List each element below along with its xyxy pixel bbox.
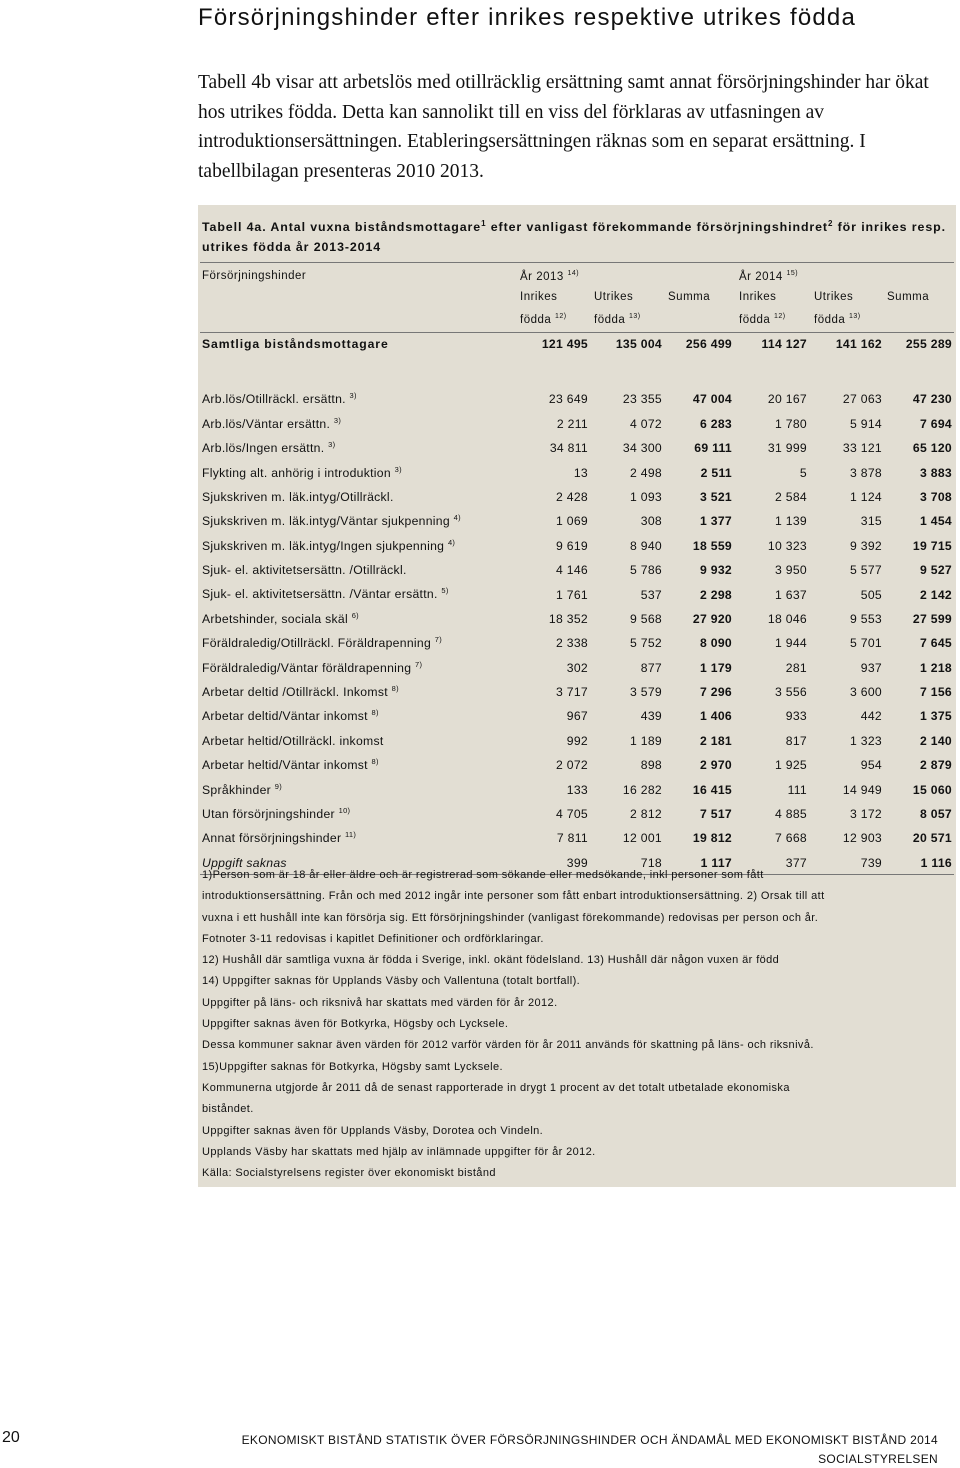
cell-inrikes-2013: 121 495: [541, 337, 588, 351]
cell-inrikes-2013: 23 649: [548, 392, 588, 407]
row-footnote-ref: 10): [338, 805, 351, 815]
cell-utrikes-2013: 1 093: [630, 489, 662, 504]
footnote-line: Dessa kommuner saknar även värden för 2012 varför värden för år 2011 används för skattning på läns- och riksnivå.: [202, 1039, 814, 1052]
cell-utrikes-2013: 4 072: [630, 416, 662, 431]
row-label: [202, 660, 422, 675]
cell-utrikes-2014: 3 878: [850, 465, 882, 480]
cell-utrikes-2013: 3 579: [630, 685, 662, 700]
row-label: [202, 830, 356, 845]
cell-inrikes-2014: 817: [785, 733, 807, 748]
cell-inrikes-2014: 3 950: [775, 563, 807, 578]
row-footnote-ref: 3): [333, 415, 342, 425]
cell-inrikes-2014: 10 323: [767, 538, 807, 553]
table-caption: [202, 214, 952, 257]
cell-utrikes-2013: 898: [640, 758, 662, 773]
cell-summa-2013: 18 559: [692, 538, 732, 553]
cell-summa-2014: 7 645: [920, 636, 952, 651]
cell-utrikes-2013: 23 355: [622, 392, 662, 407]
cell-inrikes-2013: 1 761: [556, 587, 588, 602]
footnote-line: introduktionsersättning. Från och med 2012 ingår inte personer som fått enbart introduktionsersättning. 2) Orsak till att: [202, 890, 825, 903]
cell-summa-2014: 2 879: [920, 758, 952, 773]
table-row: [200, 703, 954, 727]
footnote-line: Källa: Socialstyrelsens register över ekonomiskt bistånd: [202, 1167, 496, 1180]
cell-utrikes-2013: 2 498: [630, 465, 662, 480]
caption-text-1: Tabell 4a. Antal vuxna biståndsmottagare: [202, 220, 482, 235]
data-table: [200, 262, 954, 875]
footer-organization: SOCIALSTYRELSEN: [818, 1452, 938, 1466]
row-label: [202, 440, 335, 455]
cell-summa-2014: 3 708: [920, 489, 952, 504]
cell-inrikes-2013: 2 211: [556, 416, 588, 431]
cell-inrikes-2014: 1 925: [775, 758, 807, 773]
header-fodda-utrikes-2014: födda $^{13)}$: [814, 313, 861, 326]
footnote-line: Uppgifter saknas även för Upplands Väsby, Dorotea och Vindeln.: [202, 1124, 544, 1137]
cell-utrikes-2014: 937: [860, 660, 882, 675]
cell-utrikes-2014: 9 553: [850, 611, 882, 626]
row-label-text: Föräldraledig/Otillräckl. Föräldrapenning: [202, 636, 432, 651]
table-row: [200, 386, 954, 410]
row-label: Samtliga biståndsmottagare: [202, 337, 389, 351]
row-label: [202, 465, 402, 480]
row-footnote-ref: 7): [434, 635, 443, 645]
row-spacer: [200, 365, 954, 386]
cell-inrikes-2014: 377: [785, 855, 807, 870]
cell-inrikes-2014: 1 139: [775, 514, 807, 529]
cell-summa-2014: 47 230: [912, 392, 952, 407]
table-row: [200, 727, 954, 751]
caption-footnote-2: 2: [827, 219, 834, 228]
cell-utrikes-2014: 5 914: [850, 416, 882, 431]
cell-inrikes-2013: 9 619: [556, 538, 588, 553]
row-footnote-ref: 7): [415, 659, 423, 669]
row-label: [202, 513, 461, 528]
cell-utrikes-2014: 1 124: [850, 489, 882, 504]
cell-utrikes-2013: 877: [640, 660, 662, 675]
header-utrikes-2014: Utrikes: [814, 291, 854, 303]
table-row: [200, 484, 954, 508]
row-label: [202, 416, 341, 431]
row-footnote-ref: 9): [274, 781, 282, 791]
table-row: [200, 532, 954, 556]
row-footnote-ref: 4): [453, 513, 461, 523]
cell-inrikes-2013: 2 338: [556, 636, 588, 651]
cell-inrikes-2013: 967: [566, 709, 588, 724]
table-row: [200, 752, 954, 776]
row-footnote-ref: 3): [394, 464, 402, 474]
row-footnote-ref: 11): [345, 830, 357, 840]
cell-summa-2013: 1 117: [700, 855, 732, 870]
header-row-label: Försörjningshinder: [202, 270, 307, 282]
cell-summa-2014: 65 120: [912, 441, 952, 456]
row-label-text: Arb.lös/Väntar ersättn.: [202, 416, 331, 431]
cell-inrikes-2014: 2 584: [775, 489, 807, 504]
cell-inrikes-2013: 7 811: [556, 831, 588, 846]
cell-inrikes-2014: 114 127: [761, 337, 807, 351]
cell-utrikes-2014: 12 903: [842, 831, 882, 846]
table-body: [200, 386, 954, 849]
footnote-line: 15)Uppgifter saknas för Botkyrka, Högsby samt Lycksele.: [202, 1060, 503, 1073]
cell-inrikes-2013: 18 352: [548, 611, 588, 626]
row-label-text: Arbetar heltid/Otillräckl. inkomst: [202, 733, 384, 748]
cell-inrikes-2013: 133: [566, 782, 588, 797]
footnote-line: 12) Hushåll där samtliga vuxna är födda i Sverige, inkl. okänt födelsland. 13) Hushåll där någon vuxen är född: [202, 954, 780, 967]
table-row: [200, 508, 954, 532]
cell-inrikes-2014: 3 556: [775, 685, 807, 700]
cell-utrikes-2014: 14 949: [842, 782, 882, 797]
row-footnote-ref: 4): [447, 537, 456, 547]
page-number: 20: [2, 1429, 20, 1446]
cell-inrikes-2013: 4 146: [556, 563, 588, 578]
cell-summa-2014: 1 116: [920, 855, 952, 870]
table-row: [200, 825, 954, 849]
row-label: [202, 611, 359, 626]
row-label: [202, 684, 399, 699]
cell-summa-2014: 8 057: [920, 807, 952, 822]
header-utrikes-2013: Utrikes: [594, 291, 634, 303]
cell-utrikes-2013: 439: [640, 709, 662, 724]
cell-summa-2013: 2 181: [700, 733, 732, 748]
cell-summa-2014: 2 142: [920, 587, 952, 602]
cell-summa-2014: 1 218: [920, 660, 952, 675]
cell-utrikes-2013: 34 300: [622, 441, 662, 456]
cell-utrikes-2013: 1 189: [630, 733, 662, 748]
row-label-text: Sjukskriven m. läk.intyg/Väntar sjukpenning: [202, 514, 450, 529]
cell-utrikes-2013: 12 001: [622, 831, 662, 846]
cell-summa-2013: 9 932: [700, 563, 732, 578]
row-label-text: Arbetar deltid /Otillräckl. Inkomst: [202, 685, 388, 700]
row-label: [202, 490, 394, 504]
row-label: Uppgift saknas: [202, 855, 287, 870]
row-label: [202, 391, 357, 406]
row-footnote-ref: 8): [391, 684, 399, 694]
cell-summa-2013: 3 521: [700, 489, 732, 504]
header-summa-2013: Summa: [668, 291, 711, 303]
row-label: [202, 635, 442, 650]
table-row: [200, 557, 954, 581]
cell-summa-2013: 19 812: [692, 831, 732, 846]
cell-utrikes-2014: 5 701: [850, 636, 882, 651]
cell-utrikes-2013: 9 568: [630, 611, 662, 626]
row-label-text: Arbetar deltid/Väntar inkomst: [202, 709, 368, 724]
cell-summa-2013: 2 970: [700, 758, 732, 773]
row-label: [202, 563, 407, 577]
header-inrikes-2014: Inrikes: [739, 291, 777, 303]
row-label: [202, 734, 384, 748]
footnote-line: Uppgifter på läns- och riksnivå har skattats med värden för år 2012.: [202, 996, 558, 1009]
row-label-text: Annat försörjningshinder: [202, 831, 342, 846]
row-label-text: Arb.lös/Otillräckl. ersättn.: [202, 392, 346, 407]
cell-summa-2013: 8 090: [700, 636, 732, 651]
row-footnote-ref: 6): [351, 610, 359, 620]
cell-summa-2014: 2 140: [920, 733, 952, 748]
cell-utrikes-2013: 718: [640, 855, 662, 870]
table-row: [200, 606, 954, 630]
row-footnote-ref: 8): [371, 708, 379, 718]
cell-inrikes-2014: 18 046: [767, 611, 807, 626]
cell-summa-2013: 7 517: [700, 807, 732, 822]
table-row: [200, 410, 954, 434]
row-label: [202, 757, 379, 772]
cell-utrikes-2014: 9 392: [850, 538, 882, 553]
cell-utrikes-2013: 8 940: [630, 538, 662, 553]
cell-inrikes-2013: 302: [566, 660, 588, 675]
cell-summa-2014: 7 694: [920, 416, 952, 431]
cell-inrikes-2013: 2 428: [556, 489, 588, 504]
cell-summa-2013: 1 179: [700, 660, 732, 675]
footnote-line: 14) Uppgifter saknas för Upplands Väsby och Vallentuna (totalt bortfall).: [202, 975, 581, 988]
header-year-2013: År 2013 $^{14)}$: [520, 270, 580, 283]
row-label-text: Flykting alt. anhörig i introduktion: [202, 465, 391, 480]
cell-inrikes-2014: 281: [785, 660, 807, 675]
cell-utrikes-2013: 5 786: [630, 563, 662, 578]
cell-summa-2013: 256 499: [685, 337, 732, 351]
cell-summa-2014: 1 454: [920, 514, 952, 529]
row-label-text: Arbetshinder, sociala skäl: [202, 611, 348, 626]
table-row: [200, 679, 954, 703]
cell-utrikes-2014: 739: [860, 855, 882, 870]
cell-inrikes-2013: 2 072: [556, 758, 588, 773]
cell-utrikes-2013: 5 752: [630, 636, 662, 651]
cell-summa-2013: 27 920: [692, 611, 732, 626]
row-label-text: Arb.lös/Ingen ersättn.: [202, 441, 325, 456]
table-row: [200, 581, 954, 605]
row-label-text: Utan försörjningshinder: [202, 807, 335, 822]
cell-summa-2013: 2 511: [700, 465, 732, 480]
cell-inrikes-2014: 5: [799, 465, 807, 480]
caption-text-3: för inrikes resp. utrikes födda år 2013-2014: [202, 220, 946, 255]
cell-inrikes-2013: 4 705: [556, 807, 588, 822]
caption-footnote-1: 1: [481, 219, 487, 228]
cell-inrikes-2013: 3 717: [556, 685, 588, 700]
cell-utrikes-2014: 27 063: [842, 392, 882, 407]
footnote-line: Kommunerna utgjorde år 2011 då de senast rapporterade in drygt 1 procent av det totalt utbetalade ekonomiska: [202, 1081, 790, 1094]
cell-summa-2013: 47 004: [692, 392, 732, 407]
cell-inrikes-2014: 4 885: [775, 807, 807, 822]
cell-utrikes-2014: 33 121: [842, 441, 882, 456]
cell-summa-2014: 7 156: [920, 685, 952, 700]
cell-utrikes-2014: 5 577: [850, 563, 882, 578]
cell-summa-2014: 20 571: [912, 831, 952, 846]
cell-inrikes-2013: 399: [566, 855, 588, 870]
table-footnotes: [202, 865, 952, 1184]
cell-inrikes-2013: 1 069: [556, 514, 588, 529]
cell-utrikes-2013: 135 004: [615, 337, 662, 351]
cell-utrikes-2014: 1 323: [850, 733, 882, 748]
row-label-text: Arbetar heltid/Väntar inkomst: [202, 758, 368, 773]
cell-summa-2013: 1 377: [700, 514, 732, 529]
row-label-text: Sjukskriven m. läk.intyg/Ingen sjukpenning: [202, 538, 445, 553]
cell-summa-2013: 1 406: [700, 709, 732, 724]
cell-summa-2014: 19 715: [912, 538, 952, 553]
cell-summa-2013: 2 298: [700, 587, 732, 602]
header-summa-2014: Summa: [887, 291, 930, 303]
row-label: [202, 538, 455, 553]
cell-inrikes-2014: 7 668: [775, 831, 807, 846]
row-footnote-ref: 3): [328, 440, 336, 450]
cell-inrikes-2013: 34 811: [549, 441, 588, 456]
header-fodda-inrikes-2013: födda $^{12)}$: [520, 313, 567, 326]
cell-inrikes-2014: 933: [785, 709, 807, 724]
cell-utrikes-2014: 505: [860, 587, 882, 602]
row-label-text: Sjuk- el. aktivitetsersättn. /Otillräckl.: [202, 563, 407, 578]
cell-utrikes-2013: 16 282: [622, 782, 662, 797]
table-row: [200, 630, 954, 654]
footer-title: EKONOMISKT BISTÅND STATISTIK ÖVER FÖRSÖRJNINGSHINDER OCH ÄNDAMÅL MED EKONOMISKT BISTÅND 2014: [241, 1433, 938, 1447]
row-footnote-ref: 8): [371, 757, 379, 767]
footnote-line: 1)Person som är 18 år eller äldre och är registrerad som sökande eller medsökande, inkl personer som fått: [202, 869, 764, 881]
cell-inrikes-2014: 31 999: [767, 441, 807, 456]
cell-utrikes-2014: 954: [860, 758, 882, 773]
cell-utrikes-2014: 3 600: [850, 685, 882, 700]
cell-summa-2014: 27 599: [912, 611, 952, 626]
footnote-line: Uppgifter saknas även för Botkyrka, Högsby och Lycksele.: [202, 1018, 509, 1031]
row-label: [202, 806, 350, 821]
table-row-total: [200, 333, 954, 365]
footnote-line: vuxna i ett hushåll inte kan försörja sig. Ett försörjningshinder (vanligast förekommande) redovisas per person och år.: [202, 911, 819, 924]
header-inrikes-2013: Inrikes: [520, 291, 558, 303]
cell-utrikes-2013: 308: [640, 514, 662, 529]
cell-inrikes-2013: 13: [573, 465, 588, 480]
table-row: [200, 435, 954, 459]
cell-inrikes-2014: 1 637: [775, 587, 807, 602]
cell-inrikes-2014: 1 944: [775, 636, 807, 651]
row-label-text: Språkhinder: [202, 782, 272, 797]
row-label-text: Sjukskriven m. läk.intyg/Otillräckl.: [202, 489, 394, 504]
section-heading: Försörjningshinder efter inrikes respektive utrikes födda: [198, 4, 857, 31]
footnote-line: Upplands Väsby har skattats med hjälp av inlämnade uppgifter för år 2012.: [202, 1145, 596, 1158]
footnote-line: Fotnoter 3-11 redovisas i kapitlet Definitioner och ordförklaringar.: [202, 932, 544, 945]
header-fodda-utrikes-2013: födda $^{13)}$: [594, 313, 641, 326]
cell-inrikes-2014: 1 780: [775, 416, 807, 431]
row-label-text: Föräldraledig/Väntar föräldrapenning: [202, 660, 412, 675]
row-label: [202, 708, 379, 723]
cell-summa-2014: 1 375: [920, 709, 952, 724]
cell-summa-2014: 9 527: [920, 563, 952, 578]
cell-summa-2014: 3 883: [920, 465, 952, 480]
cell-utrikes-2013: 2 812: [630, 807, 662, 822]
cell-summa-2013: 6 283: [700, 416, 732, 431]
cell-utrikes-2014: 141 162: [835, 337, 882, 351]
row-label: [202, 782, 282, 797]
table-header: [200, 262, 954, 333]
cell-summa-2014: 255 289: [905, 337, 952, 351]
table-row: [200, 776, 954, 800]
cell-summa-2013: 16 415: [692, 782, 732, 797]
cell-utrikes-2014: 3 172: [850, 807, 882, 822]
cell-inrikes-2014: 111: [787, 782, 807, 797]
cell-utrikes-2014: 315: [860, 514, 882, 529]
row-footnote-ref: 5): [441, 586, 449, 596]
row-label: [202, 586, 449, 601]
cell-inrikes-2014: 20 167: [767, 392, 807, 407]
cell-summa-2013: 7 296: [700, 685, 732, 700]
table-row: [200, 654, 954, 678]
cell-utrikes-2013: 537: [640, 587, 662, 602]
intro-paragraph: Tabell 4b visar att arbetslös med otillräcklig ersättning samt annat försörjningshinder har ökat hos utrikes födda. Detta kan sannolikt till en viss del förklaras av utfasningen av introduktionsersättningen. Etableringsersättningen räknas som en separat ersättning. I tabellbilagan presenteras 2010 2013.: [198, 72, 929, 182]
cell-inrikes-2013: 992: [566, 733, 588, 748]
row-label-text: Sjuk- el. aktivitetsersättn. /Väntar ersättn.: [202, 587, 438, 602]
header-year-2014: År 2014 $^{15)}$: [739, 270, 799, 283]
cell-summa-2013: 69 111: [694, 441, 732, 456]
header-fodda-inrikes-2014: födda $^{12)}$: [739, 313, 786, 326]
cell-utrikes-2014: 442: [860, 709, 882, 724]
footnote-line: biståndet.: [202, 1103, 254, 1116]
table-row: [200, 459, 954, 483]
cell-summa-2014: 15 060: [912, 782, 952, 797]
caption-text-2: efter vanligast förekommande försörjningshindret: [486, 220, 828, 235]
row-footnote-ref: 3): [349, 391, 357, 401]
table-row: [200, 801, 954, 825]
